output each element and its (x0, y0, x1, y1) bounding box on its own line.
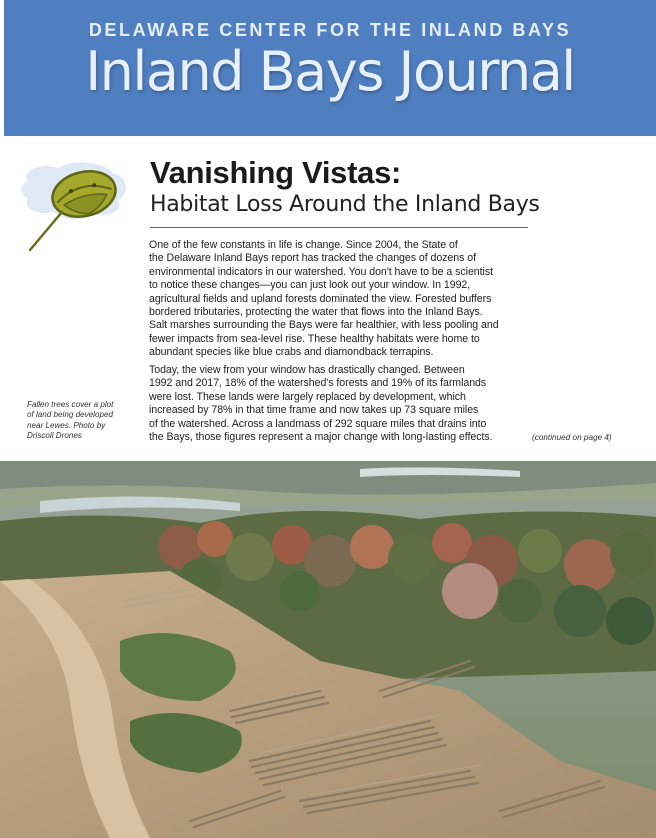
paragraph-line: the Bays, those figures represent a major change with long-lasting effects. (149, 431, 493, 444)
caption-line: of land being developed (27, 410, 113, 420)
caption-line: near Lewes. Photo by (27, 420, 106, 430)
paragraph-line: bordered tributaries, protecting the water that flows into the Inland Bays. (149, 306, 483, 319)
paragraph-line: 1992 and 2017, 18% of the watershed's forests and 19% of its farmlands (149, 377, 487, 390)
paragraph-line: Today, the view from your window has drastically changed. Between (149, 364, 465, 376)
aerial-land-clearing-photo (0, 461, 656, 838)
paragraph-line: environmental indicators in our watershed. You don't have to be a scientist (149, 265, 493, 278)
journal-title: Inland Bays Journal (85, 40, 575, 103)
paragraph-line: to notice these changes—you can just look out your window. In 1992, (149, 279, 471, 292)
paragraph-line: increased by 78% in that time frame and now takes up 73 square miles (149, 404, 479, 417)
article-paragraph-1 (149, 239, 527, 360)
horseshoe-crab-icon (14, 160, 132, 256)
paragraph-line: abundant species like blue crabs and diamondback terrapins. (149, 346, 434, 359)
photo-caption (27, 400, 115, 442)
headline-divider (150, 227, 528, 228)
organization-name: DELAWARE CENTER FOR THE INLAND BAYS (88, 20, 572, 40)
crab-tail (30, 212, 62, 250)
paragraph-line: were lost. These lands were largely replaced by development, which (149, 390, 466, 403)
paragraph-line: the Delaware Inland Bays report has tracked the changes of dozens of (149, 252, 476, 265)
masthead (4, 0, 656, 136)
paragraph-line: agricultural fields and upland forests dominated the view. Forested buffers (149, 292, 492, 305)
paragraph-line: Salt marshes surrounding the Bays were far healthier, with less pooling and (149, 319, 499, 332)
caption-line: Driscoll Drones (27, 431, 82, 441)
continued-note: (continued on page 4) (532, 433, 612, 442)
caption-line: Fallen trees cover a plot (27, 400, 114, 409)
article-headline: Vanishing Vistas: (150, 155, 402, 190)
article-subheadline: Habitat Loss Around the Inland Bays (150, 192, 540, 217)
paragraph-line: of the watershed. Across a landmass of 292 square miles that drains into (149, 417, 487, 430)
paragraph-line: fewer impacts from sea-level rise. These healthy habitats were home to (149, 332, 480, 345)
article-paragraph-2 (149, 364, 527, 444)
paragraph-line: One of the few constants in life is change. Since 2004, the State of (149, 239, 458, 251)
